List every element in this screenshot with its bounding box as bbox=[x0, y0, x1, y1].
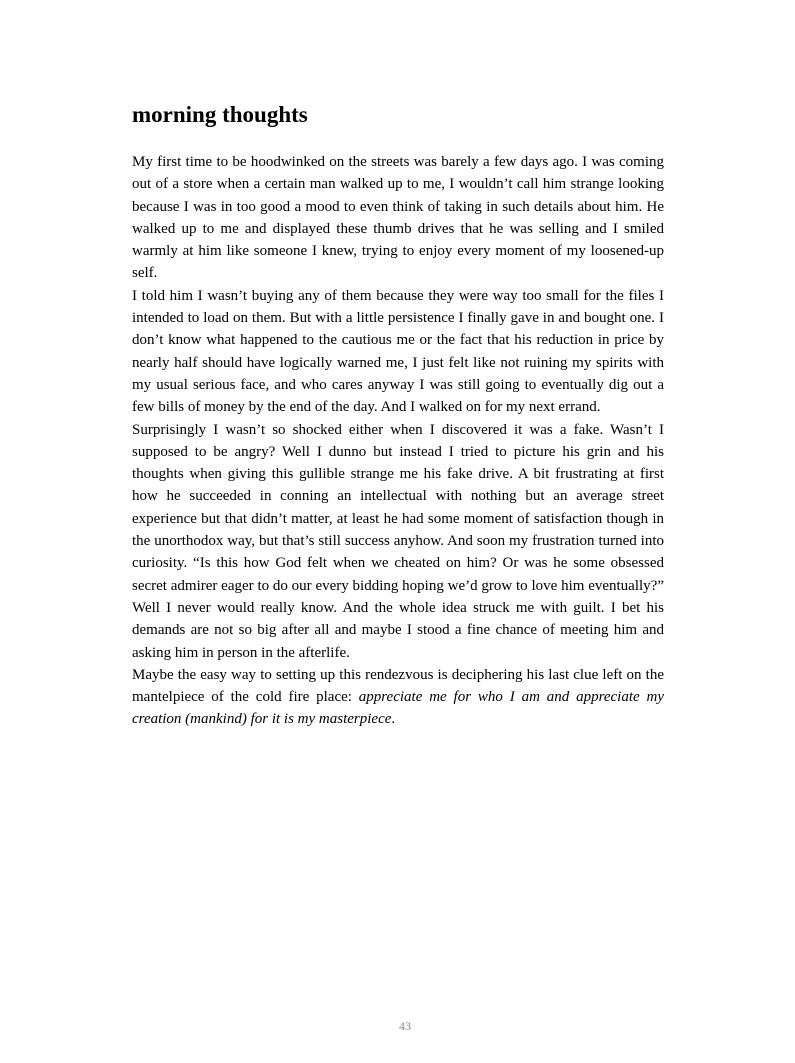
page-title: morning thoughts bbox=[132, 102, 308, 127]
paragraph: Surprisingly I wasn’t so shocked either when I discovered it was a fake. Wasn’t I supposed to be angry? Well I dunno but instead I tried to picture his grin and his thoughts when giving this gullible strange me his fake drive. A bit frustrating at first how he succeeded in conning an intellectual with nothing but an average street experience but that didn’t matter, at least he had some moment of satisfaction though in the unorthodox way, but that’s still success anyhow. And soon my frustration turned into curiosity. “Is this how God felt when we cheated on him? Or was he some obsessed secret admirer eager to do our every bidding hoping we’d grow to love him eventually?” Well I never would really know. And the whole idea struck me with guilt. I bet his demands are not so big after all and maybe I stood a fine chance of meeting him and asking him in person in the afterlife. bbox=[132, 421, 664, 661]
paragraph: I told him I wasn’t buying any of them because they were way too small for the files I intended to load on them. But with a little persistence I finally gave in and bought one. I don’t know what happened to the cautious me or the fact that his reduction in price by nearly half should have logically warned me, I just felt like not ruining my spirits with my usual serious face, and who cares anyway I was still going to eventually dig out a few bills of money by the end of the day. And I walked on for my next errand. bbox=[132, 287, 664, 416]
paragraph: My first time to be hoodwinked on the streets was barely a few days ago. I was coming out of a store when a certain man walked up to me, I wouldn’t call him strange looking because I was in too good a mood to even think of taking in such details about him. He walked up to me and displayed these thumb drives that he was selling and I smiled warmly at him like someone I knew, trying to enjoy every moment of my loosened-up self. bbox=[132, 154, 664, 282]
body-text bbox=[132, 151, 664, 731]
closing-quote: appreciate me for who I am and appreciate my creation (mankind) for it is my masterpiece bbox=[132, 689, 665, 728]
paragraph-closing bbox=[132, 664, 664, 731]
page-number: 43 bbox=[399, 1019, 411, 1033]
closing-period: . bbox=[391, 711, 396, 728]
closing-text: Maybe the easy way to setting up this rendezvous is deciphering his last clue left on the mantelpiece of the cold fire place: bbox=[132, 666, 664, 706]
